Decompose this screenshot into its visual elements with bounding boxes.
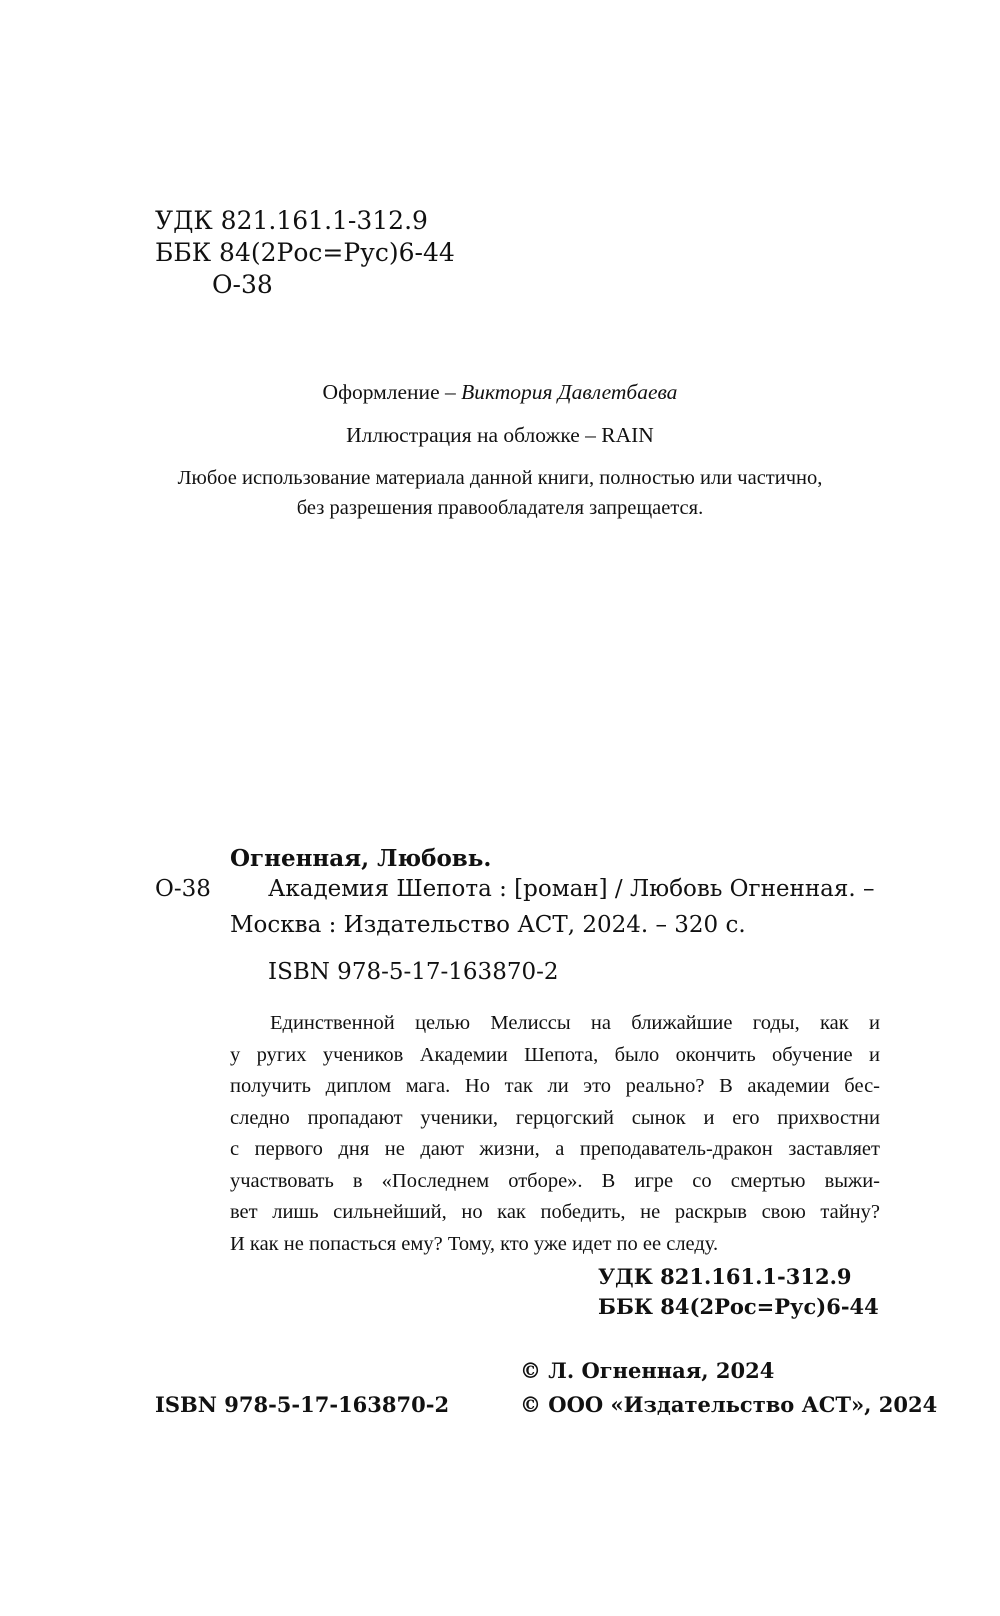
copyright-notice-line-1: Любое использование материала данной книги, полностью или частично, xyxy=(177,467,823,489)
annotation-line: с первого дня не дают жизни, а преподаватель-дракон заставляет xyxy=(230,1138,880,1160)
annotation-line: участвовать в «Последнем отборе». В игре со смертью выжи- xyxy=(230,1170,880,1192)
author-mark: О-38 xyxy=(212,270,273,299)
udk-code: УДК 821.161.1-312.9 xyxy=(155,206,428,235)
record-title-line: Академия Шепота : [роман] / Любовь Огненная. – xyxy=(268,876,875,902)
illustration-credit: Иллюстрация на обложке – RAIN xyxy=(346,423,654,447)
annotation-line: И как не попасться ему? Тому, кто уже идет по ее следу. xyxy=(230,1233,719,1255)
annotation-line: у ругих учеников Академии Шепота, было окончить обучение и xyxy=(230,1044,880,1066)
design-credit xyxy=(0,380,1000,405)
record-author: Огненная, Любовь. xyxy=(230,845,492,872)
bbk-code: ББК 84(2Рос=Рус)6-44 xyxy=(155,238,455,267)
design-name: Виктория Давлетбаева xyxy=(461,380,678,404)
annotation-line: получить диплом мага. Но так ли это реально? В академии бес- xyxy=(230,1075,880,1097)
bold-bbk-code: ББК 84(2Рос=Рус)6-44 xyxy=(598,1294,879,1319)
copyright-author: © Л. Огненная, 2024 xyxy=(520,1358,775,1383)
bold-udk-code: УДК 821.161.1-312.9 xyxy=(598,1264,852,1289)
record-imprint-line: Москва : Издательство АСТ, 2024. – 320 с. xyxy=(230,912,746,938)
copyright-publisher: © ООО «Издательство АСТ», 2024 xyxy=(520,1392,938,1417)
annotation-line: вет лишь сильнейший, но как победить, не раскрыв свою тайну? xyxy=(230,1201,880,1223)
annotation-line: следно пропадают ученики, герцогский сынок и его прихвостни xyxy=(230,1107,880,1129)
annotation-line: Единственной целью Мелиссы на ближайшие годы, как и xyxy=(270,1012,880,1034)
copyright-notice-line-2: без разрешения правообладателя запрещается. xyxy=(296,497,704,519)
record-mark: О-38 xyxy=(155,876,211,902)
design-label: Оформление – xyxy=(322,380,462,404)
footer-isbn: ISBN 978-5-17-163870-2 xyxy=(155,1392,450,1417)
record-isbn: ISBN 978-5-17-163870-2 xyxy=(268,959,559,985)
